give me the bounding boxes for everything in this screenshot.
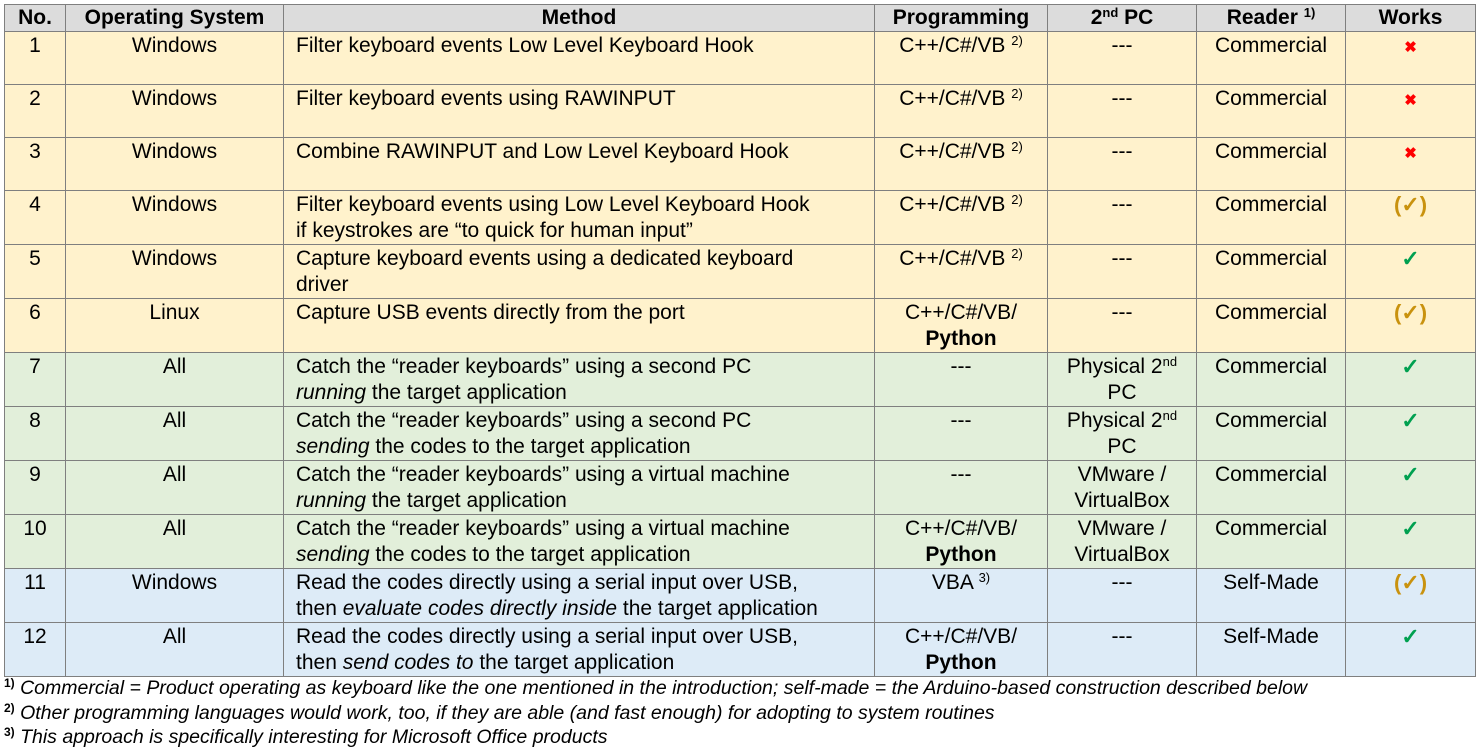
cell-reader: Commercial (1197, 138, 1346, 191)
cell-reader: Commercial (1197, 32, 1346, 85)
text-segment: Catch the “reader keyboards” using a virtual machine (296, 463, 790, 486)
text-segment: C++/C#/VB (899, 193, 1012, 216)
footnote-ref: nd (1162, 408, 1178, 423)
cell-method (284, 515, 875, 569)
text-segment: the codes to the target application (369, 543, 691, 566)
cell-programming (875, 85, 1048, 138)
cell-method (284, 353, 875, 407)
table-row (5, 515, 1476, 569)
text-segment: then (296, 597, 343, 620)
cell-programming (875, 407, 1048, 461)
footnote-marker: 3) (4, 725, 15, 739)
partial-check-icon: (✓) (1393, 570, 1428, 595)
text-segment: Filter keyboard events using Low Level Keyboard Hook (296, 193, 810, 216)
cell-no: 8 (5, 407, 66, 461)
text-segment: Catch the “reader keyboards” using a virtual machine (296, 517, 790, 540)
cell-programming (875, 461, 1048, 515)
cell-reader: Self-Made (1197, 623, 1346, 677)
text-segment: --- (1111, 625, 1133, 648)
text-segment: C++/C#/VB/ (904, 517, 1018, 540)
cell-works (1346, 515, 1476, 569)
cell-works (1346, 191, 1476, 245)
cell-second-pc (1048, 85, 1197, 138)
table-row (5, 623, 1476, 677)
cell-operating-system: Windows (66, 85, 284, 138)
cell-method (284, 569, 875, 623)
text-segment: Capture keyboard events using a dedicated keyboard (296, 247, 794, 270)
text-segment: Physical 2 (1066, 355, 1163, 378)
text-segment: the target application (617, 597, 818, 620)
cell-second-pc (1048, 569, 1197, 623)
footnote (4, 725, 1307, 750)
footnote-ref: 2) (1011, 33, 1023, 48)
language-name: Python (925, 651, 997, 674)
cell-method (284, 138, 875, 191)
cell-method (284, 191, 875, 245)
text-segment: if keystrokes are “to quick for human input” (296, 219, 693, 242)
cell-operating-system: All (66, 623, 284, 677)
cell-programming (875, 191, 1048, 245)
table-row (5, 191, 1476, 245)
emphasis-text: send codes to (342, 651, 474, 674)
text-segment: Filter keyboard events Low Level Keyboard Hook (296, 34, 754, 57)
text-segment: C++/C#/VB (899, 140, 1012, 163)
cell-no: 10 (5, 515, 66, 569)
text-segment: C++/C#/VB/ (904, 301, 1018, 324)
footnote-text: This approach is specifically interesting for Microsoft Office products (14, 726, 608, 748)
cell-second-pc (1048, 245, 1197, 299)
cell-works (1346, 138, 1476, 191)
emphasis-text: sending (296, 435, 370, 458)
cell-method (284, 407, 875, 461)
text-segment: --- (1111, 140, 1133, 163)
text-segment: VirtualBox (1074, 543, 1170, 566)
header-no: No. (5, 5, 66, 32)
cell-reader: Commercial (1197, 191, 1346, 245)
table-row (5, 407, 1476, 461)
cell-no: 12 (5, 623, 66, 677)
cell-operating-system: Windows (66, 569, 284, 623)
footnote-ref: 2) (1011, 192, 1023, 207)
text-segment: driver (296, 273, 349, 296)
cell-operating-system: All (66, 461, 284, 515)
emphasis-text: sending (296, 543, 370, 566)
cell-reader: Commercial (1197, 85, 1346, 138)
header-second-pc-label: PC (1118, 6, 1154, 29)
cell-operating-system: All (66, 515, 284, 569)
text-segment: Catch the “reader keyboards” using a second PC (296, 355, 752, 378)
text-segment: VMware / (1077, 463, 1167, 486)
text-segment: --- (950, 355, 972, 378)
cell-no: 1 (5, 32, 66, 85)
cell-works (1346, 85, 1476, 138)
text-segment: VBA (931, 571, 979, 594)
cell-works (1346, 623, 1476, 677)
footnotes (4, 676, 1307, 750)
cell-no: 9 (5, 461, 66, 515)
cell-works (1346, 299, 1476, 353)
partial-check-icon: (✓) (1393, 300, 1428, 325)
cell-method (284, 85, 875, 138)
footnote-ref: 3) (978, 570, 991, 585)
cell-second-pc (1048, 138, 1197, 191)
header-reader-footnote-ref: 1) (1303, 5, 1316, 20)
text-segment: --- (1111, 247, 1133, 270)
cell-method (284, 461, 875, 515)
footnote-ref: 2) (1011, 139, 1023, 154)
cell-no: 11 (5, 569, 66, 623)
cell-works (1346, 569, 1476, 623)
text-segment: Catch the “reader keyboards” using a second PC (296, 409, 752, 432)
text-segment: --- (1111, 193, 1133, 216)
text-segment: Capture USB events directly from the port (296, 301, 685, 324)
comparison-table (4, 4, 1476, 677)
footnote (4, 701, 1307, 726)
cell-operating-system: All (66, 353, 284, 407)
check-icon: ✓ (1401, 516, 1420, 541)
cell-second-pc (1048, 515, 1197, 569)
cell-programming (875, 299, 1048, 353)
cell-no: 2 (5, 85, 66, 138)
text-segment: the target application (473, 651, 675, 674)
cell-works (1346, 407, 1476, 461)
text-segment: Filter keyboard events using RAWINPUT (296, 87, 676, 110)
text-segment: PC (1107, 435, 1137, 458)
cell-second-pc (1048, 461, 1197, 515)
cell-operating-system: Windows (66, 245, 284, 299)
footnote-text: Commercial = Product operating as keyboard like the one mentioned in the introduction; self-made = the Arduino-based construction described below (14, 677, 1308, 699)
cell-no: 4 (5, 191, 66, 245)
partial-check-icon: (✓) (1393, 192, 1428, 217)
check-icon: ✓ (1401, 462, 1420, 487)
text-segment: VMware / (1077, 517, 1167, 540)
text-segment: --- (950, 409, 972, 432)
header-works: Works (1346, 5, 1476, 32)
cross-icon: ✖ (1404, 92, 1417, 109)
table-body (5, 32, 1476, 677)
emphasis-text: running (296, 381, 367, 404)
footnote-ref: 2) (1011, 246, 1023, 261)
cell-reader: Commercial (1197, 245, 1346, 299)
cell-second-pc (1048, 32, 1197, 85)
cross-icon: ✖ (1404, 39, 1417, 56)
cell-second-pc (1048, 623, 1197, 677)
header-second-pc-number: 2 (1090, 6, 1103, 29)
cell-programming (875, 32, 1048, 85)
cell-no: 7 (5, 353, 66, 407)
cell-operating-system: Windows (66, 191, 284, 245)
text-segment: C++/C#/VB (899, 34, 1012, 57)
cell-second-pc (1048, 407, 1197, 461)
table-row (5, 138, 1476, 191)
footnote (4, 676, 1307, 701)
table-row (5, 32, 1476, 85)
cell-method (284, 623, 875, 677)
header-second-pc (1048, 5, 1197, 32)
cell-no: 3 (5, 138, 66, 191)
text-segment: Physical 2 (1066, 409, 1163, 432)
header-reader (1197, 5, 1346, 32)
text-segment: VirtualBox (1074, 489, 1170, 512)
cell-works (1346, 353, 1476, 407)
header-reader-label: Reader (1226, 6, 1304, 29)
cell-no: 6 (5, 299, 66, 353)
table-row (5, 461, 1476, 515)
header-operating-system: Operating System (66, 5, 284, 32)
text-segment: --- (1111, 571, 1133, 594)
text-segment: Combine RAWINPUT and Low Level Keyboard Hook (296, 140, 789, 163)
cell-programming (875, 623, 1048, 677)
header-method: Method (284, 5, 875, 32)
cell-reader: Commercial (1197, 299, 1346, 353)
cell-programming (875, 569, 1048, 623)
cell-reader: Commercial (1197, 461, 1346, 515)
footnote-ref: 2) (1011, 86, 1023, 101)
cross-icon: ✖ (1404, 145, 1417, 162)
cell-reader: Self-Made (1197, 569, 1346, 623)
header-programming: Programming (875, 5, 1048, 32)
check-icon: ✓ (1401, 408, 1420, 433)
cell-method (284, 245, 875, 299)
check-icon: ✓ (1401, 246, 1420, 271)
text-segment: the codes to the target application (369, 435, 691, 458)
cell-works (1346, 32, 1476, 85)
cell-programming (875, 138, 1048, 191)
check-icon: ✓ (1401, 624, 1420, 649)
text-segment: then (296, 651, 343, 674)
language-name: Python (925, 327, 997, 350)
language-name: Python (925, 543, 997, 566)
cell-operating-system: Linux (66, 299, 284, 353)
text-segment: Read the codes directly using a serial input over USB, (296, 571, 798, 594)
cell-operating-system: Windows (66, 32, 284, 85)
emphasis-text: running (296, 489, 367, 512)
cell-second-pc (1048, 299, 1197, 353)
text-segment: --- (1111, 87, 1133, 110)
text-segment: --- (1111, 301, 1133, 324)
table-row (5, 569, 1476, 623)
footnote-text: Other programming languages would work, too, if they are able (and fast enough) for adopting to system routines (14, 701, 995, 724)
cell-reader: Commercial (1197, 515, 1346, 569)
cell-second-pc (1048, 191, 1197, 245)
cell-method (284, 299, 875, 353)
check-icon: ✓ (1401, 354, 1420, 379)
text-segment: --- (950, 463, 972, 486)
cell-programming (875, 353, 1048, 407)
cell-programming (875, 245, 1048, 299)
footnote-marker: 2) (4, 700, 15, 715)
header-row (5, 5, 1476, 32)
cell-no: 5 (5, 245, 66, 299)
cell-second-pc (1048, 353, 1197, 407)
header-second-pc-ordinal: nd (1102, 5, 1119, 20)
emphasis-text: evaluate codes directly inside (342, 597, 618, 620)
text-segment: C++/C#/VB (899, 87, 1012, 110)
table-row (5, 245, 1476, 299)
cell-operating-system: Windows (66, 138, 284, 191)
cell-reader: Commercial (1197, 353, 1346, 407)
table-row (5, 353, 1476, 407)
cell-reader: Commercial (1197, 407, 1346, 461)
cell-method (284, 32, 875, 85)
table-row (5, 299, 1476, 353)
footnote-marker: 1) (4, 676, 15, 690)
cell-operating-system: All (66, 407, 284, 461)
cell-programming (875, 515, 1048, 569)
text-segment: the target application (366, 381, 567, 404)
footnote-ref: nd (1162, 354, 1178, 369)
cell-works (1346, 461, 1476, 515)
text-segment: --- (1111, 34, 1133, 57)
text-segment: the target application (366, 489, 567, 512)
table-row (5, 85, 1476, 138)
text-segment: PC (1107, 381, 1137, 404)
text-segment: C++/C#/VB/ (904, 625, 1018, 648)
text-segment: C++/C#/VB (899, 247, 1012, 270)
text-segment: Read the codes directly using a serial input over USB, (296, 625, 798, 648)
cell-works (1346, 245, 1476, 299)
